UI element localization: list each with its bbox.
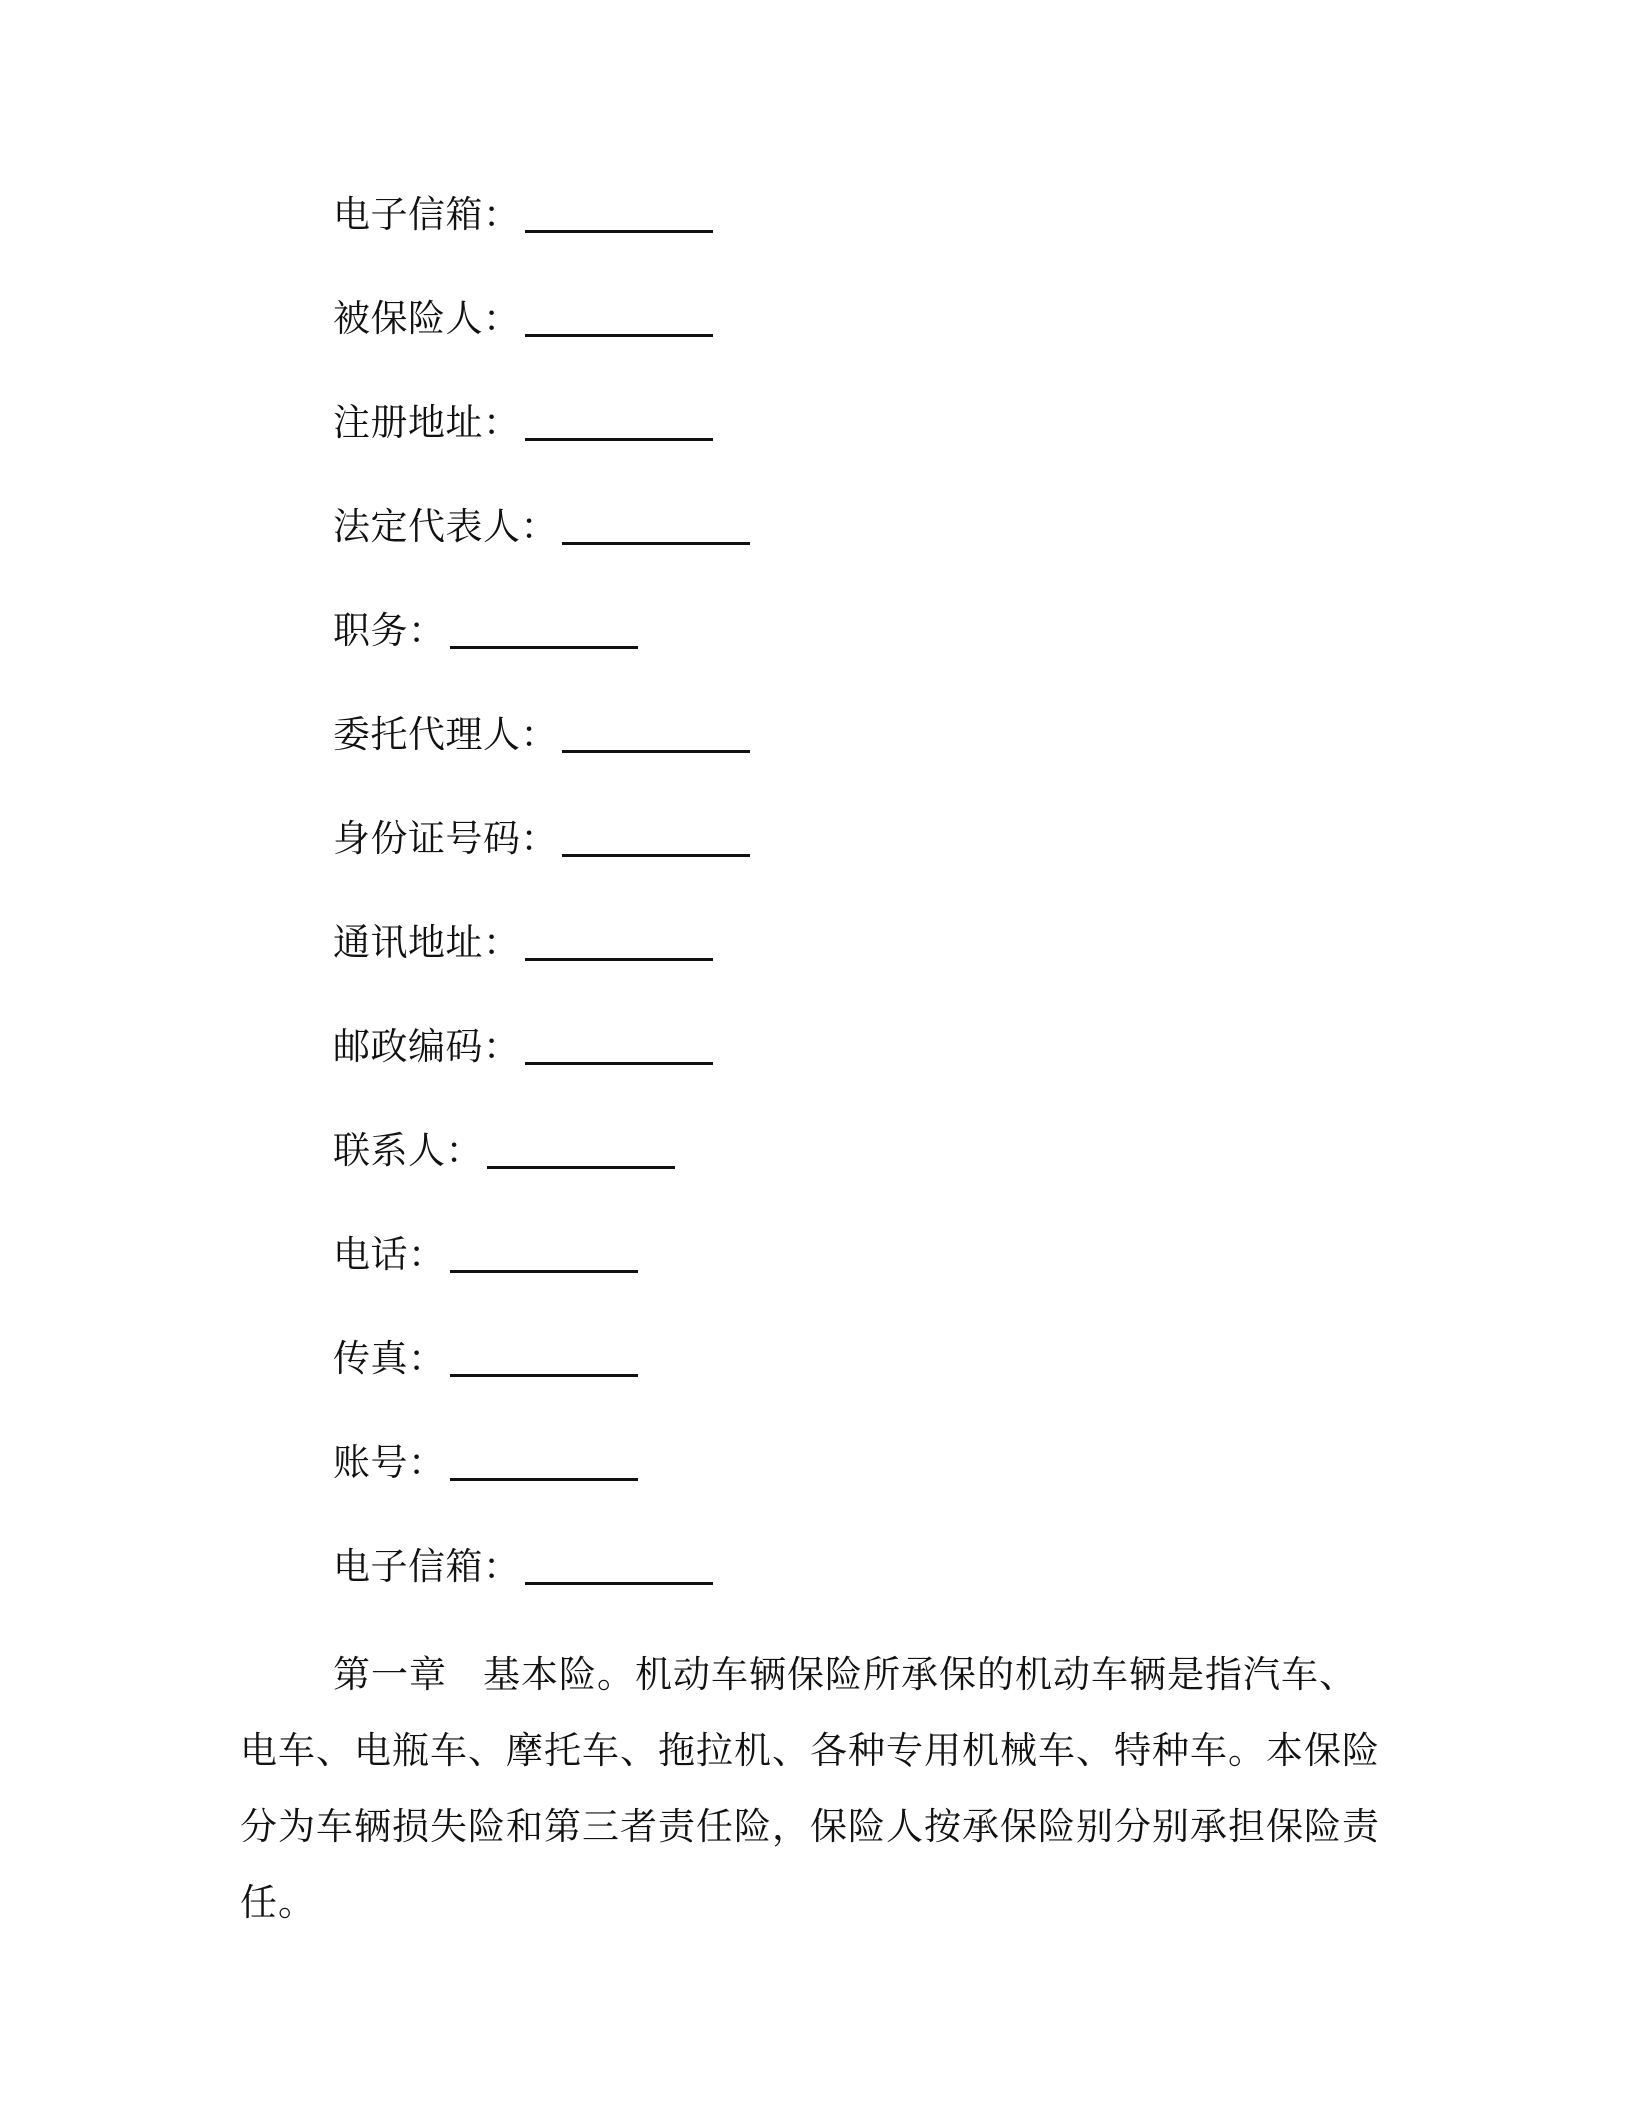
fill-in-blank <box>525 190 713 233</box>
fill-in-blank <box>487 1126 675 1169</box>
fill-in-blank <box>562 502 750 545</box>
fill-in-blank <box>450 606 638 649</box>
field-registered-address <box>333 398 750 502</box>
field-label: 委托代理人： <box>333 713 558 756</box>
fill-in-blank <box>525 918 713 961</box>
field-authorized-agent <box>333 710 750 814</box>
fill-in-blank <box>450 1334 638 1377</box>
party-info-fields <box>333 190 750 1646</box>
field-account-number <box>333 1438 750 1542</box>
field-label: 被保险人： <box>333 297 521 340</box>
field-label: 职务： <box>333 609 446 652</box>
chapter-body-text: 基本险。机动车辆保险所承保的机动车辆是指汽车、电车、电瓶车、摩托车、拖拉机、各种专用机械车、特种车。本保险分为车辆损失险和第三者责任险，保险人按承保险别分别承担保险责任。 <box>240 1653 1380 1924</box>
field-label: 账号： <box>333 1441 446 1484</box>
field-legal-representative <box>333 502 750 606</box>
field-label: 电话： <box>333 1233 446 1276</box>
field-mailing-address <box>333 918 750 1022</box>
field-id-number <box>333 814 750 918</box>
fill-in-blank <box>525 398 713 441</box>
field-email <box>333 190 750 294</box>
field-contact-person <box>333 1126 750 1230</box>
fill-in-blank <box>562 710 750 753</box>
field-label: 邮政编码： <box>333 1025 521 1068</box>
chapter-heading: 第一章 <box>333 1653 447 1696</box>
field-label: 身份证号码： <box>333 817 558 860</box>
fill-in-blank <box>450 1438 638 1481</box>
field-label: 联系人： <box>333 1129 483 1172</box>
fill-in-blank <box>525 1542 713 1585</box>
field-label: 电子信箱： <box>333 1545 521 1588</box>
field-label: 传真： <box>333 1337 446 1380</box>
fill-in-blank <box>525 1022 713 1065</box>
field-postal-code <box>333 1022 750 1126</box>
field-label: 法定代表人： <box>333 505 558 548</box>
field-label: 注册地址： <box>333 401 521 444</box>
fill-in-blank <box>450 1230 638 1273</box>
field-insured <box>333 294 750 398</box>
chapter-one-paragraph <box>240 1637 1380 1941</box>
fill-in-blank <box>525 294 713 337</box>
field-fax <box>333 1334 750 1438</box>
field-phone <box>333 1230 750 1334</box>
field-label: 电子信箱： <box>333 193 521 236</box>
fill-in-blank <box>562 814 750 857</box>
field-email-2 <box>333 1542 750 1646</box>
field-label: 通讯地址： <box>333 921 521 964</box>
field-position <box>333 606 750 710</box>
